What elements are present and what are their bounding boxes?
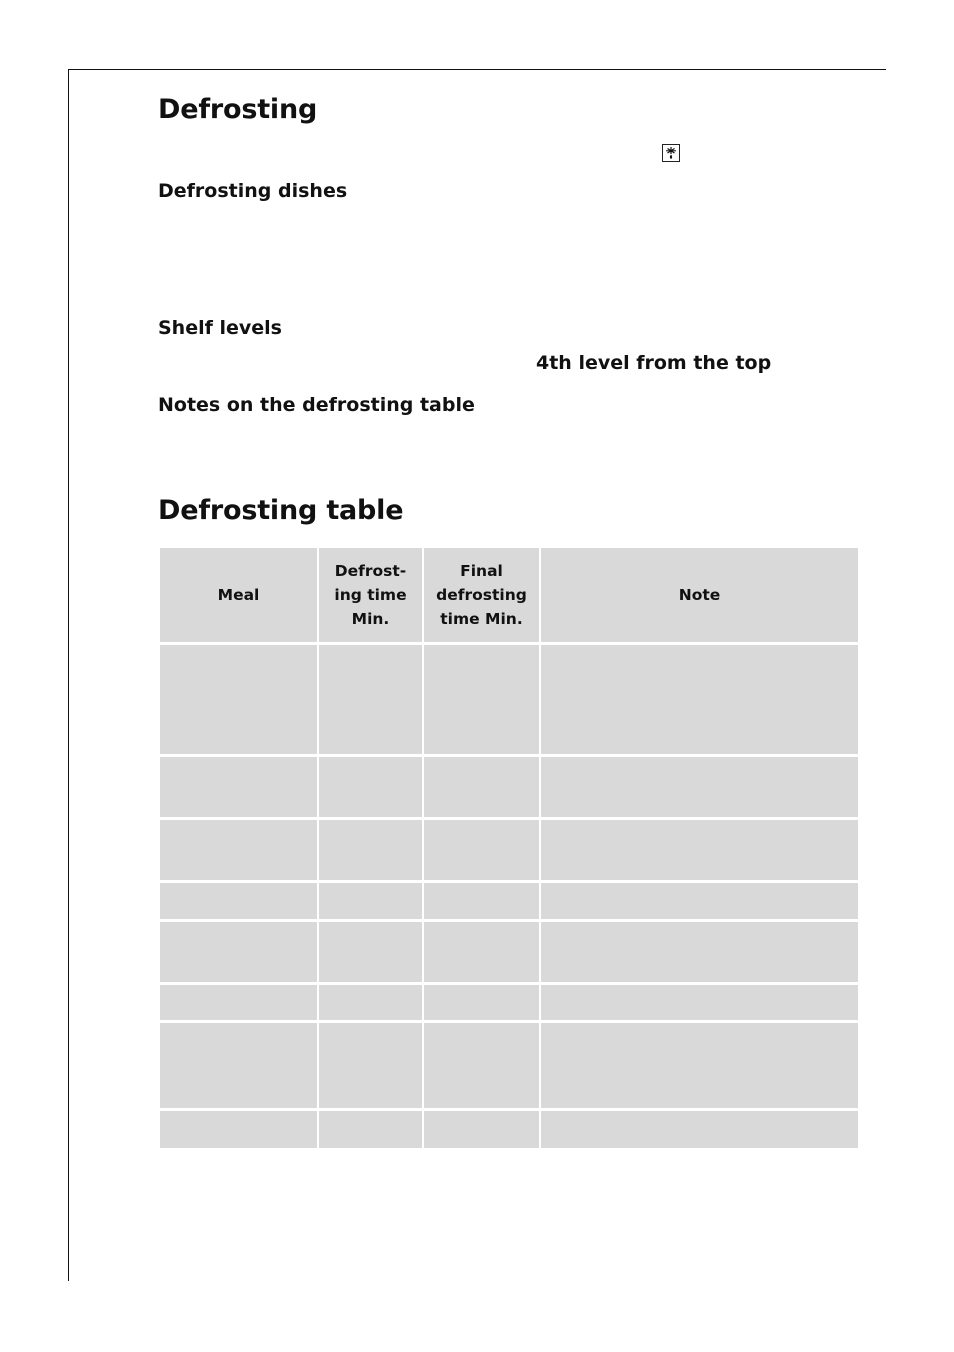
table-row (160, 1111, 858, 1148)
table-cell (319, 1023, 422, 1108)
table-cell (160, 922, 317, 982)
table-cell (541, 757, 858, 817)
table-cell (424, 757, 539, 817)
section-heading-shelf-levels: Shelf levels (158, 317, 282, 339)
shelf-level-text: 4th level from the top (536, 352, 772, 374)
table-cell (541, 1023, 858, 1108)
section-heading-defrosting-dishes: Defrosting dishes (158, 180, 348, 202)
table-cell (424, 922, 539, 982)
table-cell (160, 820, 317, 880)
column-header-defrosting-time-line2: ing time (334, 586, 407, 604)
defrosting-table (158, 545, 860, 1151)
table-row (160, 645, 858, 754)
table-cell (160, 1111, 317, 1148)
table-cell (424, 1023, 539, 1108)
column-header-defrosting-time (319, 548, 422, 642)
table-cell (424, 985, 539, 1020)
left-margin-rule (68, 69, 69, 1281)
column-header-final-time-line2: defrosting (436, 586, 527, 604)
table-row (160, 922, 858, 982)
table-cell (319, 757, 422, 817)
section-heading-notes: Notes on the defrosting table (158, 394, 475, 416)
table-title: Defrosting table (158, 495, 404, 526)
table-cell (319, 883, 422, 919)
table-cell (541, 985, 858, 1020)
table-cell (319, 820, 422, 880)
table-cell (424, 883, 539, 919)
table-header-row (160, 548, 858, 642)
table-cell (424, 1111, 539, 1148)
table-cell (319, 1111, 422, 1148)
table-cell (424, 820, 539, 880)
column-header-note: Note (541, 548, 858, 642)
table-row (160, 820, 858, 880)
table-cell (319, 922, 422, 982)
defrost-snowflake-icon (662, 144, 680, 162)
table-row (160, 757, 858, 817)
table-cell (541, 820, 858, 880)
column-header-meal: Meal (160, 548, 317, 642)
column-header-defrosting-time-line3: Min. (351, 610, 390, 628)
table-cell (160, 883, 317, 919)
top-rule (68, 69, 886, 70)
column-header-defrosting-time-line1: Defrost- (334, 562, 407, 580)
table-cell (319, 985, 422, 1020)
table-cell (541, 1111, 858, 1148)
table-cell (319, 645, 422, 754)
column-header-final-time-line3: time Min. (440, 610, 523, 628)
table-cell (160, 1023, 317, 1108)
table-cell (541, 922, 858, 982)
table-cell (160, 757, 317, 817)
column-header-final-defrosting-time (424, 548, 539, 642)
table-cell (160, 645, 317, 754)
table-cell (424, 645, 539, 754)
column-header-final-time-line1: Final (460, 562, 503, 580)
table-cell (541, 645, 858, 754)
table-cell (541, 883, 858, 919)
table-row (160, 985, 858, 1020)
table-row (160, 1023, 858, 1108)
table-cell (160, 985, 317, 1020)
table-row (160, 883, 858, 919)
page-title: Defrosting (158, 94, 318, 125)
